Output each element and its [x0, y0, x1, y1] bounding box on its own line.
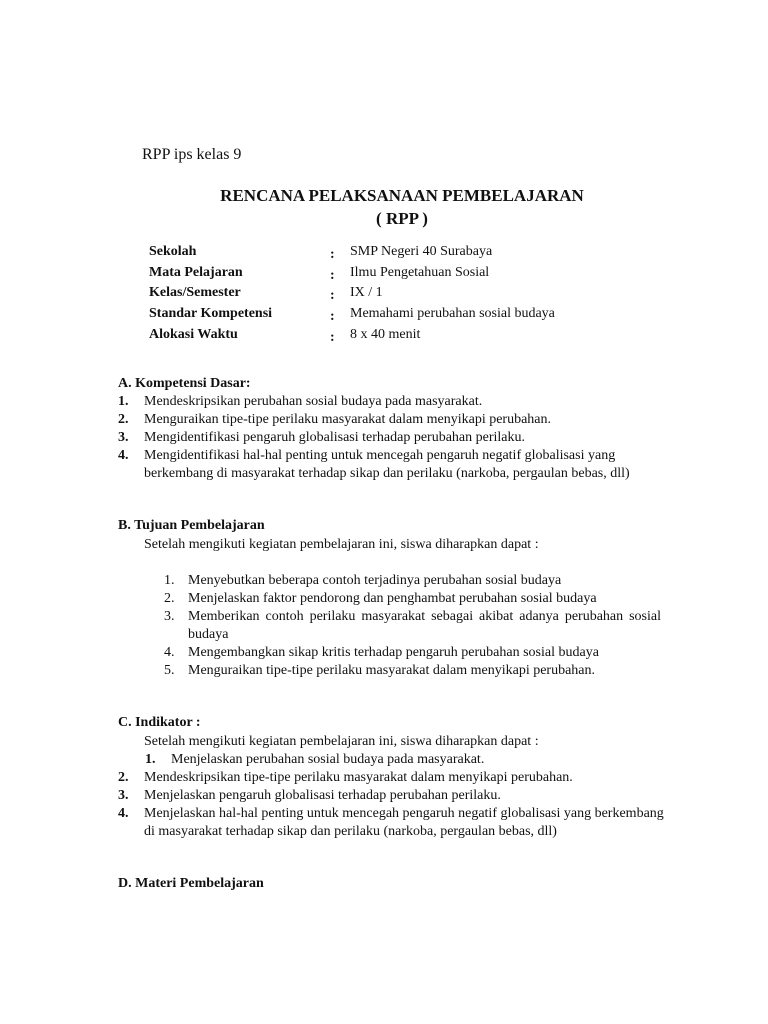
list-item-text: Menjelaskan faktor pendorong dan penghambat perubahan sosial budaya: [188, 591, 597, 606]
section-d-heading: D. Materi Pembelajaran: [118, 876, 264, 891]
list-item-number: 4.: [164, 645, 175, 660]
list-item-number: 1.: [164, 573, 175, 588]
section-c-intro: Setelah mengikuti kegiatan pembelajaran ini, siswa diharapkan dapat :: [144, 734, 539, 749]
info-colon: :: [330, 267, 335, 283]
list-item-text: Mendeskripsikan tipe-tipe perilaku masyarakat dalam menyikapi perubahan.: [144, 770, 573, 785]
list-item-number: 2.: [164, 591, 175, 606]
list-item: [164, 590, 661, 608]
list-item: [164, 662, 661, 680]
list-item-number: 5.: [164, 663, 175, 678]
section-a-list: [118, 393, 674, 483]
list-item-number: 4.: [118, 448, 129, 463]
info-label: Mata Pelajaran: [149, 264, 243, 280]
list-item-text: Menguraikan tipe-tipe perilaku masyarakat dalam menyikapi perubahan.: [188, 663, 596, 678]
info-label: Sekolah: [149, 244, 197, 259]
info-value: 8 x 40 menit: [350, 326, 421, 342]
section-c-heading: C. Indikator :: [118, 715, 201, 730]
list-item-text: Mengidentifikasi pengaruh globalisasi terhadap perubahan perilaku.: [144, 430, 525, 445]
info-value: Memahami perubahan sosial budaya: [350, 306, 555, 322]
list-item-text: Memberikan contoh perilaku masyarakat sebagai akibat adanya perubahan sosial budaya: [188, 609, 661, 642]
list-item-text: Menjelaskan pengaruh globalisasi terhadap perubahan perilaku.: [144, 788, 501, 803]
document-header: RPP ips kelas 9: [142, 146, 242, 163]
list-item: [164, 572, 661, 590]
info-colon: :: [330, 309, 335, 325]
section-b-list: [164, 572, 661, 680]
list-item: [118, 805, 701, 841]
section-a-heading: A. Kompetensi Dasar:: [118, 376, 251, 391]
info-colon: :: [330, 288, 335, 304]
list-item: [118, 769, 701, 787]
list-item: [164, 644, 661, 662]
list-item-text: Menyebutkan beberapa contoh terjadinya perubahan sosial budaya: [188, 573, 562, 588]
list-item-text: Mengembangkan sikap kritis terhadap pengaruh perubahan sosial budaya: [188, 645, 599, 660]
document-title: RENCANA PELAKSANAAN PEMBELAJARAN: [220, 186, 584, 205]
info-label: Alokasi Waktu: [149, 326, 238, 342]
list-item-number: 3.: [164, 609, 175, 624]
section-c-list: [118, 751, 701, 841]
list-item-text: Mendeskripsikan perubahan sosial budaya pada masyarakat.: [144, 394, 483, 409]
list-item-number: 3.: [118, 788, 129, 803]
list-item-number: 1.: [145, 752, 156, 767]
list-item-number: 2.: [118, 412, 129, 427]
list-item-number: 3.: [118, 430, 129, 445]
info-value: Ilmu Pengetahuan Sosial: [350, 264, 490, 280]
list-item: [118, 429, 674, 447]
list-item: [164, 608, 661, 644]
list-item: [118, 393, 674, 411]
info-colon: :: [330, 247, 335, 262]
document-subtitle: ( RPP ): [376, 209, 428, 228]
list-item-number: 1.: [118, 394, 129, 409]
list-item: [118, 411, 674, 429]
list-item-number: 2.: [118, 770, 129, 785]
list-item: [118, 787, 701, 805]
info-colon: :: [330, 329, 335, 345]
section-b-heading: B. Tujuan Pembelajaran: [118, 518, 265, 533]
list-item-text: Menjelaskan perubahan sosial budaya pada masyarakat.: [171, 752, 485, 767]
list-item-text: Menguraikan tipe-tipe perilaku masyarakat dalam menyikapi perubahan.: [144, 412, 552, 427]
list-item-text: Menjelaskan hal-hal penting untuk mencegah pengaruh negatif globalisasi yang berkembang di masyarakat terhadap sikap dan perilaku (narkoba, pergaulan bebas, dll): [144, 806, 664, 839]
section-b-intro: Setelah mengikuti kegiatan pembelajaran ini, siswa diharapkan dapat :: [144, 537, 539, 552]
list-item-text: Mengidentifikasi hal-hal penting untuk mencegah pengaruh negatif globalisasi yang berkembang di masyarakat terhadap sikap dan perilaku (narkoba, pergaulan bebas, dll): [144, 448, 630, 481]
info-label: Kelas/Semester: [149, 285, 241, 301]
info-label: Standar Kompetensi: [149, 306, 273, 322]
list-item: [118, 447, 674, 483]
info-value: SMP Negeri 40 Surabaya: [350, 244, 493, 259]
list-item-number: 4.: [118, 806, 129, 821]
list-item: [145, 751, 701, 769]
info-value: IX / 1: [350, 285, 383, 301]
